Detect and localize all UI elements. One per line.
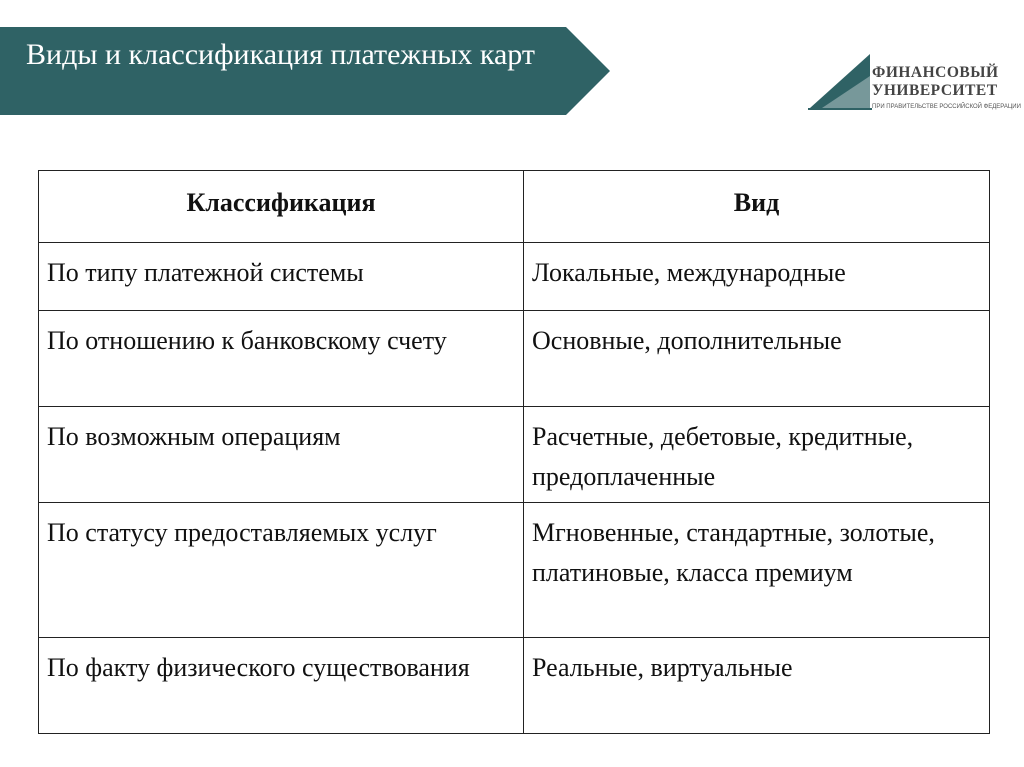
logo-subline: ПРИ ПРАВИТЕЛЬСТВЕ РОССИЙСКОЙ ФЕДЕРАЦИИ bbox=[872, 104, 1021, 110]
page-title: Виды и классификация платежных карт bbox=[26, 38, 536, 71]
table-cell-classification: По возможным операциям bbox=[39, 407, 524, 503]
column-header-type: Вид bbox=[524, 171, 990, 243]
logo-text-line2: УНИВЕРСИТЕТ bbox=[872, 82, 998, 99]
table-row bbox=[39, 503, 990, 638]
title-banner bbox=[0, 27, 610, 115]
table-cell-classification: По типу платежной системы bbox=[39, 243, 524, 311]
table-header-row bbox=[39, 171, 990, 243]
table-row bbox=[39, 407, 990, 503]
table-cell-classification: По отношению к банковскому счету bbox=[39, 311, 524, 407]
table-cell-type: Мгновенные, стандартные, золотые, платиновые, класса премиум bbox=[524, 503, 990, 638]
logo-mark-icon bbox=[808, 40, 872, 112]
table-cell-classification: По статусу предоставляемых услуг bbox=[39, 503, 524, 638]
table-row bbox=[39, 311, 990, 407]
table-cell-type: Локальные, международные bbox=[524, 243, 990, 311]
university-logo bbox=[808, 40, 1021, 120]
table-row bbox=[39, 638, 990, 734]
classification-table bbox=[38, 170, 990, 734]
logo-text-line1: ФИНАНСОВЫЙ bbox=[872, 64, 999, 81]
table-cell-type: Реальные, виртуальные bbox=[524, 638, 990, 734]
table-row bbox=[39, 243, 990, 311]
table-cell-type: Основные, дополнительные bbox=[524, 311, 990, 407]
column-header-classification: Классификация bbox=[39, 171, 524, 243]
table-cell-type: Расчетные, дебетовые, кредитные, предоплаченные bbox=[524, 407, 990, 503]
table-cell-classification: По факту физического существования bbox=[39, 638, 524, 734]
